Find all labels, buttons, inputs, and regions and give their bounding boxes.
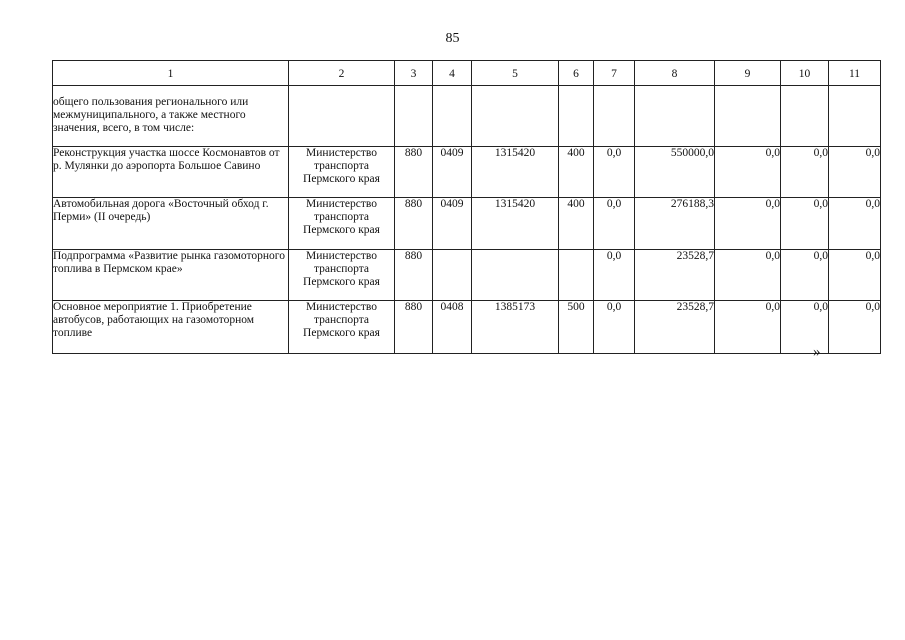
cell-col-3: 880 — [395, 250, 433, 301]
header-col-6: 6 — [559, 61, 594, 86]
cell-col-5 — [472, 250, 559, 301]
cell-col-7: 0,0 — [594, 250, 635, 301]
cell-col-6 — [559, 250, 594, 301]
cell-col-10: 0,0 — [781, 250, 829, 301]
cell-col-8: 23528,7 — [635, 250, 715, 301]
item-organization: Министерство транспорта Пермского края — [289, 147, 395, 198]
cell-col-4: 0409 — [433, 198, 472, 250]
closing-quote-mark: » — [813, 344, 821, 360]
cell-col-6 — [559, 86, 594, 147]
cell-col-7: 0,0 — [594, 198, 635, 250]
cell-col-10: 0,0 — [781, 301, 829, 354]
header-col-3: 3 — [395, 61, 433, 86]
table-row — [53, 198, 881, 250]
cell-col-4: 0409 — [433, 147, 472, 198]
cell-col-7 — [594, 86, 635, 147]
cell-col-9: 0,0 — [715, 301, 781, 354]
cell-col-5: 1315420 — [472, 147, 559, 198]
header-col-9: 9 — [715, 61, 781, 86]
item-organization — [289, 86, 395, 147]
cell-col-11: 0,0 — [829, 301, 881, 354]
cell-col-3: 880 — [395, 301, 433, 354]
cell-col-5: 1385173 — [472, 301, 559, 354]
item-name: Подпрограмма «Развитие рынка газомоторного топлива в Пермском крае» — [53, 250, 289, 301]
cell-col-8: 276188,3 — [635, 198, 715, 250]
cell-col-9: 0,0 — [715, 198, 781, 250]
cell-col-10: 0,0 — [781, 198, 829, 250]
header-row — [53, 61, 881, 86]
table-row — [53, 301, 881, 354]
cell-col-4 — [433, 86, 472, 147]
item-organization: Министерство транспорта Пермского края — [289, 301, 395, 354]
item-organization: Министерство транспорта Пермского края — [289, 250, 395, 301]
item-name: Основное мероприятие 1. Приобретение автобусов, работающих на газомоторном топливе — [53, 301, 289, 354]
cell-col-11: 0,0 — [829, 250, 881, 301]
cell-col-6: 400 — [559, 198, 594, 250]
cell-col-5: 1315420 — [472, 198, 559, 250]
cell-col-4 — [433, 250, 472, 301]
cell-col-9: 0,0 — [715, 147, 781, 198]
cell-col-10: 0,0 — [781, 147, 829, 198]
table-row — [53, 147, 881, 198]
cell-col-3 — [395, 86, 433, 147]
cell-col-9 — [715, 86, 781, 147]
cell-col-6: 400 — [559, 147, 594, 198]
cell-col-6: 500 — [559, 301, 594, 354]
table-row — [53, 250, 881, 301]
header-col-1: 1 — [53, 61, 289, 86]
cell-col-5 — [472, 86, 559, 147]
header-col-5: 5 — [472, 61, 559, 86]
header-col-11: 11 — [829, 61, 881, 86]
header-col-2: 2 — [289, 61, 395, 86]
header-col-7: 7 — [594, 61, 635, 86]
item-organization: Министерство транспорта Пермского края — [289, 198, 395, 250]
cell-col-11: 0,0 — [829, 147, 881, 198]
table-row — [53, 86, 881, 147]
cell-col-3: 880 — [395, 147, 433, 198]
cell-col-8 — [635, 86, 715, 147]
header-col-8: 8 — [635, 61, 715, 86]
cell-col-8: 550000,0 — [635, 147, 715, 198]
page-number: 85 — [445, 31, 460, 46]
header-col-4: 4 — [433, 61, 472, 86]
cell-col-11 — [829, 86, 881, 147]
item-name: Реконструкция участка шоссе Космонавтов от р. Мулянки до аэропорта Большое Савино — [53, 147, 289, 198]
cell-col-3: 880 — [395, 198, 433, 250]
cell-col-11: 0,0 — [829, 198, 881, 250]
header-col-10: 10 — [781, 61, 829, 86]
cell-col-7: 0,0 — [594, 301, 635, 354]
cell-col-8: 23528,7 — [635, 301, 715, 354]
item-name: общего пользования регионального или межмуниципального, а также местного значения, всего, в том числе: — [53, 86, 289, 147]
item-name: Автомобильная дорога «Восточный обход г. Перми» (II очередь) — [53, 198, 289, 250]
budget-table — [52, 60, 881, 354]
cell-col-7: 0,0 — [594, 147, 635, 198]
cell-col-10 — [781, 86, 829, 147]
cell-col-9: 0,0 — [715, 250, 781, 301]
cell-col-4: 0408 — [433, 301, 472, 354]
